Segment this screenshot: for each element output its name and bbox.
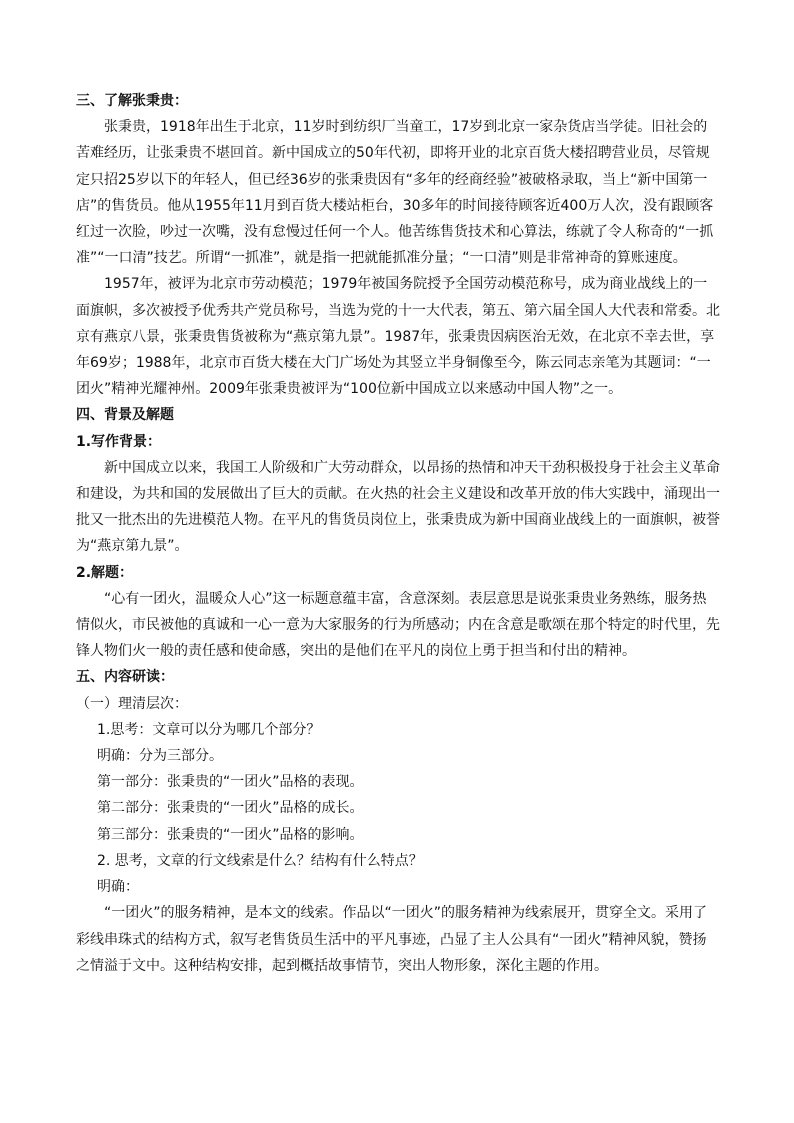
section-5-heading: 五、内容研读：: [76, 669, 174, 686]
section-4-subheading-title-explanation: 2.解题：: [76, 564, 134, 581]
section-3-heading: 三、了解张秉贵：: [76, 93, 188, 109]
answer-2-paragraph: “一团火”的服务精神，是本文的线索。作品以“一团火”的服务精神为线索展开，贯穿全文。采用了彩线串珠式的结构方式，叙写老售货员生活中的平凡事迹，凸显了主人公具有“一团火”精神风貌，赞扬之情溢于文中。这种结构安排，起到概括故事情节，突出人物形象，深化主题的作用。: [76, 905, 708, 974]
section-3-paragraph-2: 1957年，被评为北京市劳动模范；1979年被国务院授予全国劳动模范称号，成为商业战线上的一面旗帜，多次被授予优秀共产党员称号，当选为党的十一大代表，第五、第六届全国人大代表和常委。北京有燕京八景，张秉贵售货被称为“燕京第九景”。1987年，张秉贵因病医治无效，在北京不幸去世，享年69岁；1988年，北京市百货大楼在大门广场处为其竖立半身铜像至今，陈云同志亲笔为其题词：“一团火”精神光耀神州。2009年张秉贵被评为“100位新中国成立以来感动中国人物”之一。: [76, 276, 720, 398]
section-4-background-paragraph: 新中国成立以来，我国工人阶级和广大劳动群众，以昂扬的热情和冲天干劲积极投身于社会主义革命和建设，为共和国的发展做出了巨大的贡献。在火热的社会主义建设和改革开放的伟大实践中，涌现出一批又一批杰出的先进模范人物。在平凡的售货员岗位上，张秉贵成为新中国商业战线上的一面旗帜，被誉为“燕京第九景”。: [76, 459, 720, 555]
section-4-heading: 四、背景及解题: [76, 407, 174, 424]
part-1: 第一部分：张秉贵的“一团火”品格的表现。: [97, 774, 364, 791]
section-5-subheading-levels: （一）理清层次：: [76, 695, 188, 712]
part-3: 第三部分：张秉贵的“一团火”品格的影响。: [97, 826, 364, 843]
section-3-paragraph-1: 张秉贵，1918年出生于北京，11岁时到纺织厂当童工，17岁到北京一家杂货店当学徒。旧社会的苦难经历，让张秉贵不堪回首。新中国成立的50年代初，即将开业的北京百货大楼招聘营业员，尽管规定只招25岁以下的年轻人，但已经36岁的张秉贵因有“多年的经商经验”被破格录取，当上“新中国第一店”的售货员。他从1955年11月到百货大楼站柜台，30多年的时间接待顾客近400万人次，没有跟顾客红过一次脸，吵过一次嘴，没有怠慢过任何一个人。他苦练售货技术和心算法，练就了令人称奇的“一抓准”“一口清”技艺。所谓“一抓准”，就是指一把就能抓准分量；“一口清”则是非常神奇的算账速度。: [76, 119, 714, 267]
answer-2-label: 明确：: [97, 879, 139, 896]
question-1: 1.思考：文章可以分为哪几个部分？: [97, 721, 321, 738]
answer-1: 明确：分为三部分。: [97, 748, 223, 765]
part-2: 第二部分：张秉贵的“一团火”品格的成长。: [97, 800, 364, 817]
question-2: 2. 思考，文章的行文线索是什么？结构有什么特点？: [97, 852, 423, 869]
document-page: [76, 88, 720, 979]
section-4-title-explanation-paragraph: “心有一团火，温暖众人心”这一标题意蕴丰富，含意深刻。表层意思是说张秉贵业务熟练，服务热情似火，市民被他的真诚和一心一意为大家服务的行为所感动；内在含意是歌颂在那个特定的时代里，先锋人物们火一般的责任感和使命感，突出的是他们在平凡的岗位上勇于担当和付出的精神。: [76, 590, 720, 660]
section-4-subheading-background: 1.写作背景：: [76, 433, 162, 450]
